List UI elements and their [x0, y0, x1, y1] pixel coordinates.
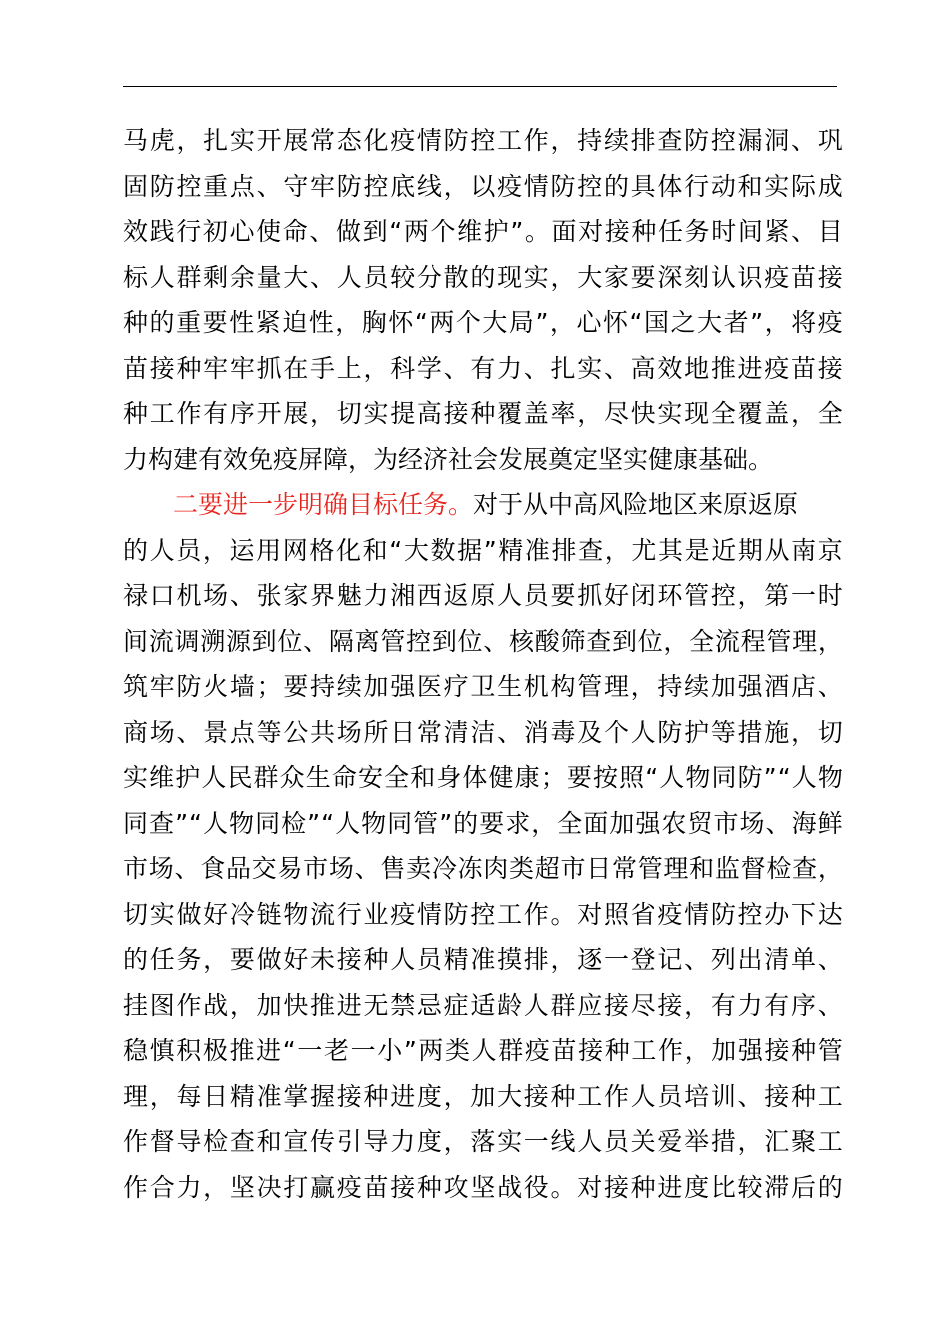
section-heading: 二要进一步明确目标任务。	[173, 490, 474, 519]
text-line: 禄 口 机 场 、 张 家 界 魅 力 湘 西 返 原 人 员 要 抓 好 闭 环 管 控 ， 第 一 时	[123, 581, 843, 610]
text-line: 挂 图 作 战 ， 加 快 推 进 无 禁 忌 症 适 龄 人 群 应 接 尽 接 ， 有 力 有 序 、	[123, 990, 843, 1020]
text-line: 种 的 重 要 性 紧 迫 性 ， 胸 怀 “ 两 个 大 局 ” ， 心 怀 “ 国 之 大 者 ” ， 将 疫	[123, 308, 843, 337]
text-line: 种 工 作 有 序 开 展 ， 切 实 提 高 接 种 覆 盖 率 ， 尽 快 实 现 全 覆 盖 ， 全	[123, 399, 843, 428]
text-line: 实 维 护 人 民 群 众 生 命 安 全 和 身 体 健 康 ； 要 按 照 “ 人 物 同 防 ” “ 人 物	[123, 763, 843, 792]
text-line: 商 场 、 景 点 等 公 共 场 所 日 常 清 洁 、 消 毒 及 个 人 防 护 等 措 施 ， 切	[123, 717, 843, 747]
text-line: 作 合 力 ， 坚 决 打 赢 疫 苗 接 种 攻 坚 战 役 。 对 接 种 进 度 比 较 滞 后 的	[123, 1172, 843, 1202]
text-run: 对于从中高风险地区来原返原	[473, 490, 799, 519]
paragraph-2	[123, 482, 843, 1210]
text-line: 切 实 做 好 冷 链 物 流 行 业 疫 情 防 控 工 作 。 对 照 省 疫 情 防 控 办 下 达	[123, 899, 843, 929]
text-line: 标 人 群 剩 余 量 大 、 人 员 较 分 散 的 现 实 ， 大 家 要 深 刻 认 识 疫 苗 接	[123, 262, 843, 292]
text-line: 效 践 行 初 心 使 命 、 做 到 “ 两 个 维 护 ” 。 面 对 接 种 任 务 时 间 紧 、 目	[123, 217, 843, 246]
document-body	[123, 118, 843, 1210]
paragraph-1	[123, 118, 843, 482]
text-line: 的 人 员 ， 运 用 网 格 化 和 “ 大 数 据 ” 精 准 排 查 ， 尤 其 是 近 期 从 南 京	[123, 535, 843, 565]
text-line: 苗 接 种 牢 牢 抓 在 手 上 ， 科 学 、 有 力 、 扎 实 、 高 效 地 推 进 疫 苗 接	[123, 353, 843, 383]
text-line: 间 流 调 溯 源 到 位 、 隔 离 管 控 到 位 、 核 酸 筛 查 到 位 ， 全 流 程 管 理 ，	[123, 626, 843, 656]
header-rule	[123, 86, 837, 87]
text-line: 的 任 务 ， 要 做 好 未 接 种 人 员 精 准 摸 排 ， 逐 一 登 记 、 列 出 清 单 、	[123, 945, 843, 974]
text-line: 作 督 导 检 查 和 宣 传 引 导 力 度 ， 落 实 一 线 人 员 关 爱 举 措 ， 汇 聚 工	[123, 1127, 843, 1156]
text-line: 马 虎 ， 扎 实 开 展 常 态 化 疫 情 防 控 工 作 ， 持 续 排 查 防 控 漏 洞 、 巩	[123, 126, 843, 155]
text-line: 力构建有效免疫屏障，为经济社会发展奠定坚实健康基础。	[123, 444, 774, 474]
text-line: 稳 慎 积 极 推 进 “ 一 老 一 小 ” 两 类 人 群 疫 苗 接 种 工 作 ， 加 强 接 种 管	[123, 1036, 843, 1065]
paragraph-2-first-line	[123, 482, 843, 528]
text-line: 市 场 、 食 品 交 易 市 场 、 售 卖 冷 冻 肉 类 超 市 日 常 管 理 和 监 督 检 查 ，	[123, 854, 843, 883]
text-line: 同 查 ” “ 人 物 同 检 ” “ 人 物 同 管 ” 的 要 求 ， 全 面 加 强 农 贸 市 场 、 海 鲜	[123, 808, 843, 838]
text-line: 理 ， 每 日 精 准 掌 握 接 种 进 度 ， 加 大 接 种 工 作 人 员 培 训 、 接 种 工	[123, 1081, 843, 1111]
text-line: 固 防 控 重 点 、 守 牢 防 控 底 线 ， 以 疫 情 防 控 的 具 体 行 动 和 实 际 成	[123, 171, 843, 201]
text-line: 筑 牢 防 火 墙 ； 要 持 续 加 强 医 疗 卫 生 机 构 管 理 ， 持 续 加 强 酒 店 、	[123, 672, 843, 701]
